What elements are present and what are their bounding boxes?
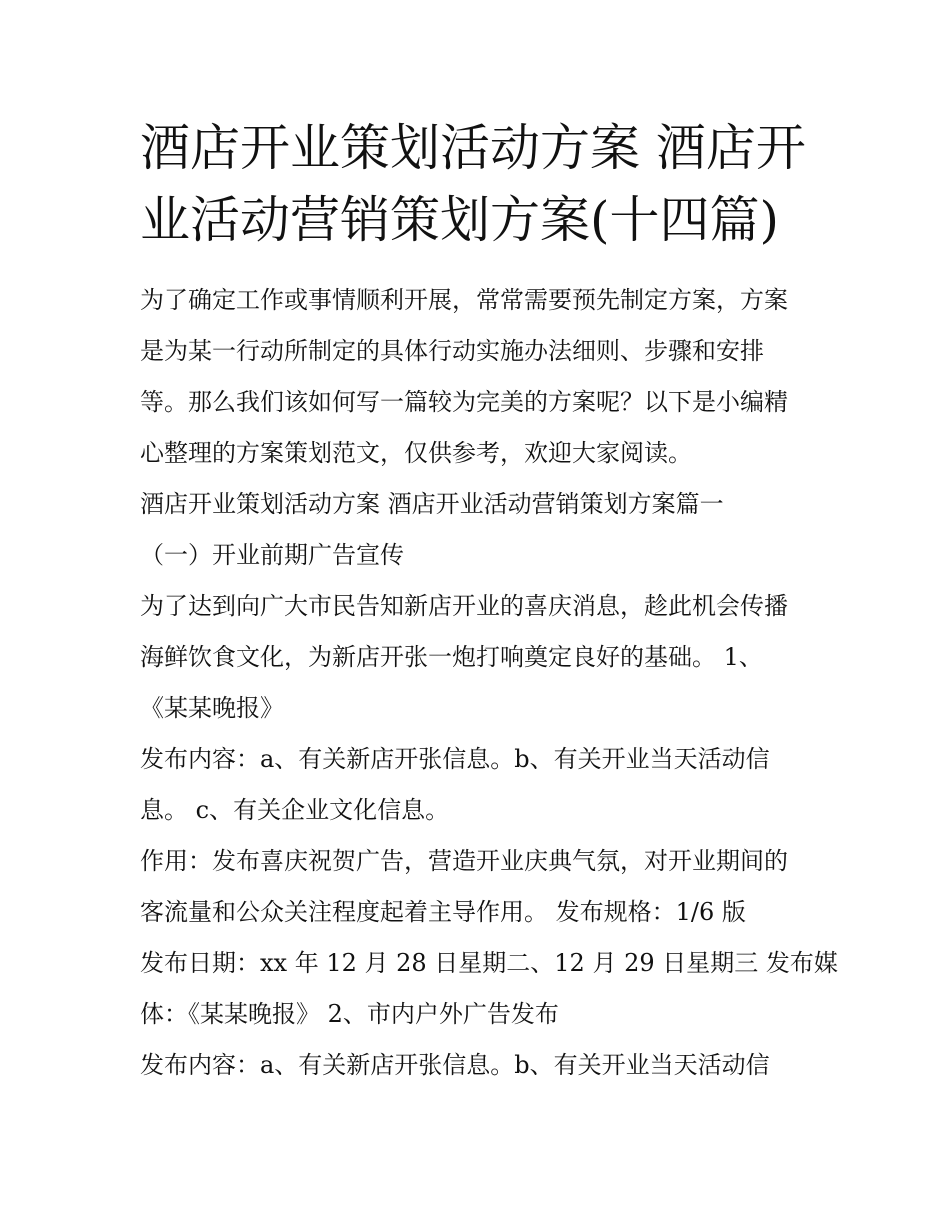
paragraph-line: 海鲜饮食文化，为新店开张一炮打响奠定良好的基础。 1、 xyxy=(140,643,763,671)
paragraph-line: 为了达到向广大市民告知新店开业的喜庆消息，趁此机会传播 xyxy=(140,592,788,620)
paragraph-line: 作用：发布喜庆祝贺广告，营造开业庆典气氛，对开业期间的 xyxy=(140,847,788,875)
section-heading: 酒店开业策划活动方案 酒店开业活动营销策划方案篇一 xyxy=(140,490,724,518)
paragraph-line: 息。 c、有关企业文化信息。 xyxy=(140,796,450,824)
paragraph-line: 为了确定工作或事情顺利开展，常常需要预先制定方案，方案 xyxy=(140,286,788,314)
paragraph-line: 《某某晚报》 xyxy=(140,694,284,722)
paragraph-line: 发布日期：xx 年 12 月 28 日星期二、12 月 29 日星期三 发布媒 xyxy=(140,949,838,977)
paragraph-line: 体：《某某晚报》 2、市内户外广告发布 xyxy=(140,1000,559,1028)
paragraph-line: 客流量和公众关注程度起着主导作用。 发布规格：1/6 版 xyxy=(140,898,746,926)
paragraph-line: 发布内容：a、有关新店开张信息。b、有关开业当天活动信 xyxy=(140,1051,770,1079)
paragraph-line: 心整理的方案策划范文，仅供参考，欢迎大家阅读。 xyxy=(140,439,692,467)
title-line-1: 酒店开业策划活动方案 酒店开 xyxy=(140,119,806,177)
paragraph-line: 是为某一行动所制定的具体行动实施办法细则、步骤和安排 xyxy=(140,337,764,365)
subheading: （一）开业前期广告宣传 xyxy=(140,541,404,569)
paragraph-line: 等。那么我们该如何写一篇较为完美的方案呢？以下是小编精 xyxy=(140,388,788,416)
document-title xyxy=(140,112,820,256)
paragraph-line: 发布内容：a、有关新店开张信息。b、有关开业当天活动信 xyxy=(140,745,770,773)
title-line-2: 业活动营销策划方案(十四篇) xyxy=(140,191,780,249)
